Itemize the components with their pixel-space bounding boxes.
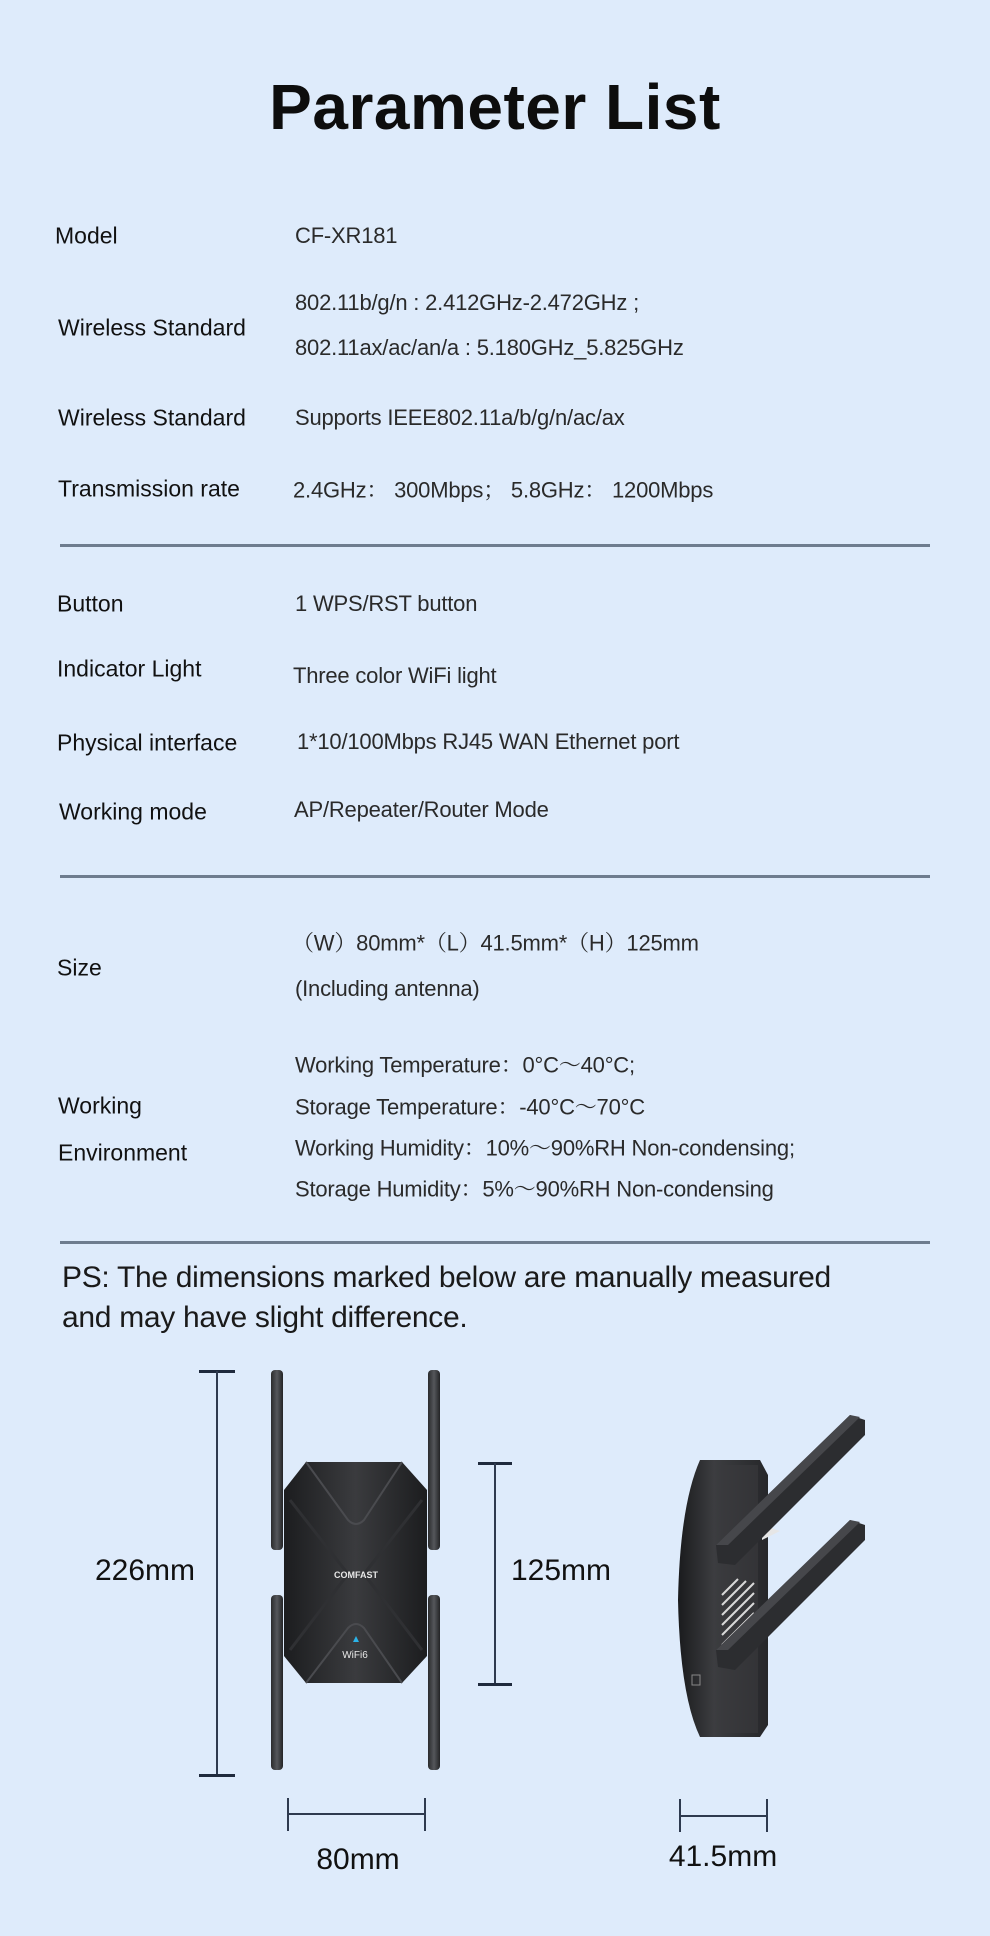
dimension-line-total-height	[216, 1371, 218, 1775]
param-value-storage-humidity: Storage Humidity：5%～90%RH Non-condensing	[295, 1176, 774, 1202]
param-label-button: Button	[57, 590, 124, 617]
note-line-2: and may have slight difference.	[62, 1301, 468, 1334]
param-value-wireless-5g: 802.11ax/ac/an/a : 5.180GHz_5.825GHz	[295, 335, 684, 360]
param-value-wireless-support: Supports IEEE802.11a/b/g/n/ac/ax	[295, 405, 625, 430]
param-value-model: CF-XR181	[295, 223, 398, 248]
section-divider	[60, 544, 930, 547]
param-label-wireless-standard-2: Wireless Standard	[58, 404, 246, 431]
param-label-model: Model	[55, 222, 118, 249]
section-divider	[60, 1241, 930, 1244]
section-divider	[60, 875, 930, 878]
param-value-indicator-light: Three color WiFi light	[293, 663, 497, 688]
param-value-working-mode: AP/Repeater/Router Mode	[294, 797, 549, 822]
param-value-size-note: (Including antenna)	[295, 976, 480, 1001]
param-value-working-humidity: Working Humidity：10%～90%RH Non-condensing;	[295, 1135, 795, 1161]
param-label-wireless-standard: Wireless Standard	[58, 314, 246, 341]
param-label-working-mode: Working mode	[59, 798, 207, 825]
page-title: Parameter List	[269, 71, 721, 143]
dimension-line-width	[287, 1813, 425, 1815]
dimension-label-total-height: 226mm	[94, 1554, 196, 1587]
router-front-view-image	[260, 1360, 460, 1780]
param-label-indicator-light: Indicator Light	[57, 655, 202, 682]
param-value-size: （W）80mm*（L）41.5mm*（H）125mm	[292, 930, 699, 956]
dimension-line-depth	[679, 1815, 767, 1817]
param-value-storage-temperature: Storage Temperature：-40°C～70°C	[295, 1094, 645, 1120]
dimension-label-depth: 41.5mm	[668, 1840, 778, 1873]
dimension-tick	[424, 1798, 426, 1831]
param-label-environment: Environment	[58, 1139, 188, 1166]
param-label-size: Size	[57, 954, 102, 981]
param-label-physical-interface: Physical interface	[57, 729, 238, 756]
param-label-transmission-rate: Transmission rate	[58, 475, 240, 502]
brand-logo: COMFAST	[334, 1570, 378, 1580]
param-value-wireless-2g: 802.11b/g/n : 2.412GHz-2.472GHz ;	[295, 290, 639, 315]
dimension-label-body-height: 125mm	[510, 1554, 612, 1587]
wifi6-badge: WiFi6	[342, 1650, 368, 1661]
dimension-tick	[478, 1683, 512, 1686]
param-value-physical-interface: 1*10/100Mbps RJ45 WAN Ethernet port	[297, 729, 680, 754]
param-value-transmission-rate: 2.4GHz： 300Mbps； 5.8GHz： 1200Mbps	[293, 477, 714, 503]
dimension-line-body-height	[494, 1463, 496, 1684]
param-value-working-temperature: Working Temperature：0°C～40°C;	[295, 1052, 635, 1078]
param-value-button: 1 WPS/RST button	[295, 591, 478, 616]
dimension-tick	[199, 1774, 235, 1777]
router-side-view-image	[660, 1395, 890, 1745]
param-label-working: Working	[58, 1092, 142, 1119]
dimension-label-width: 80mm	[316, 1843, 400, 1876]
dimension-tick	[766, 1799, 768, 1832]
note-line-1: PS: The dimensions marked below are manually measured	[62, 1261, 831, 1294]
